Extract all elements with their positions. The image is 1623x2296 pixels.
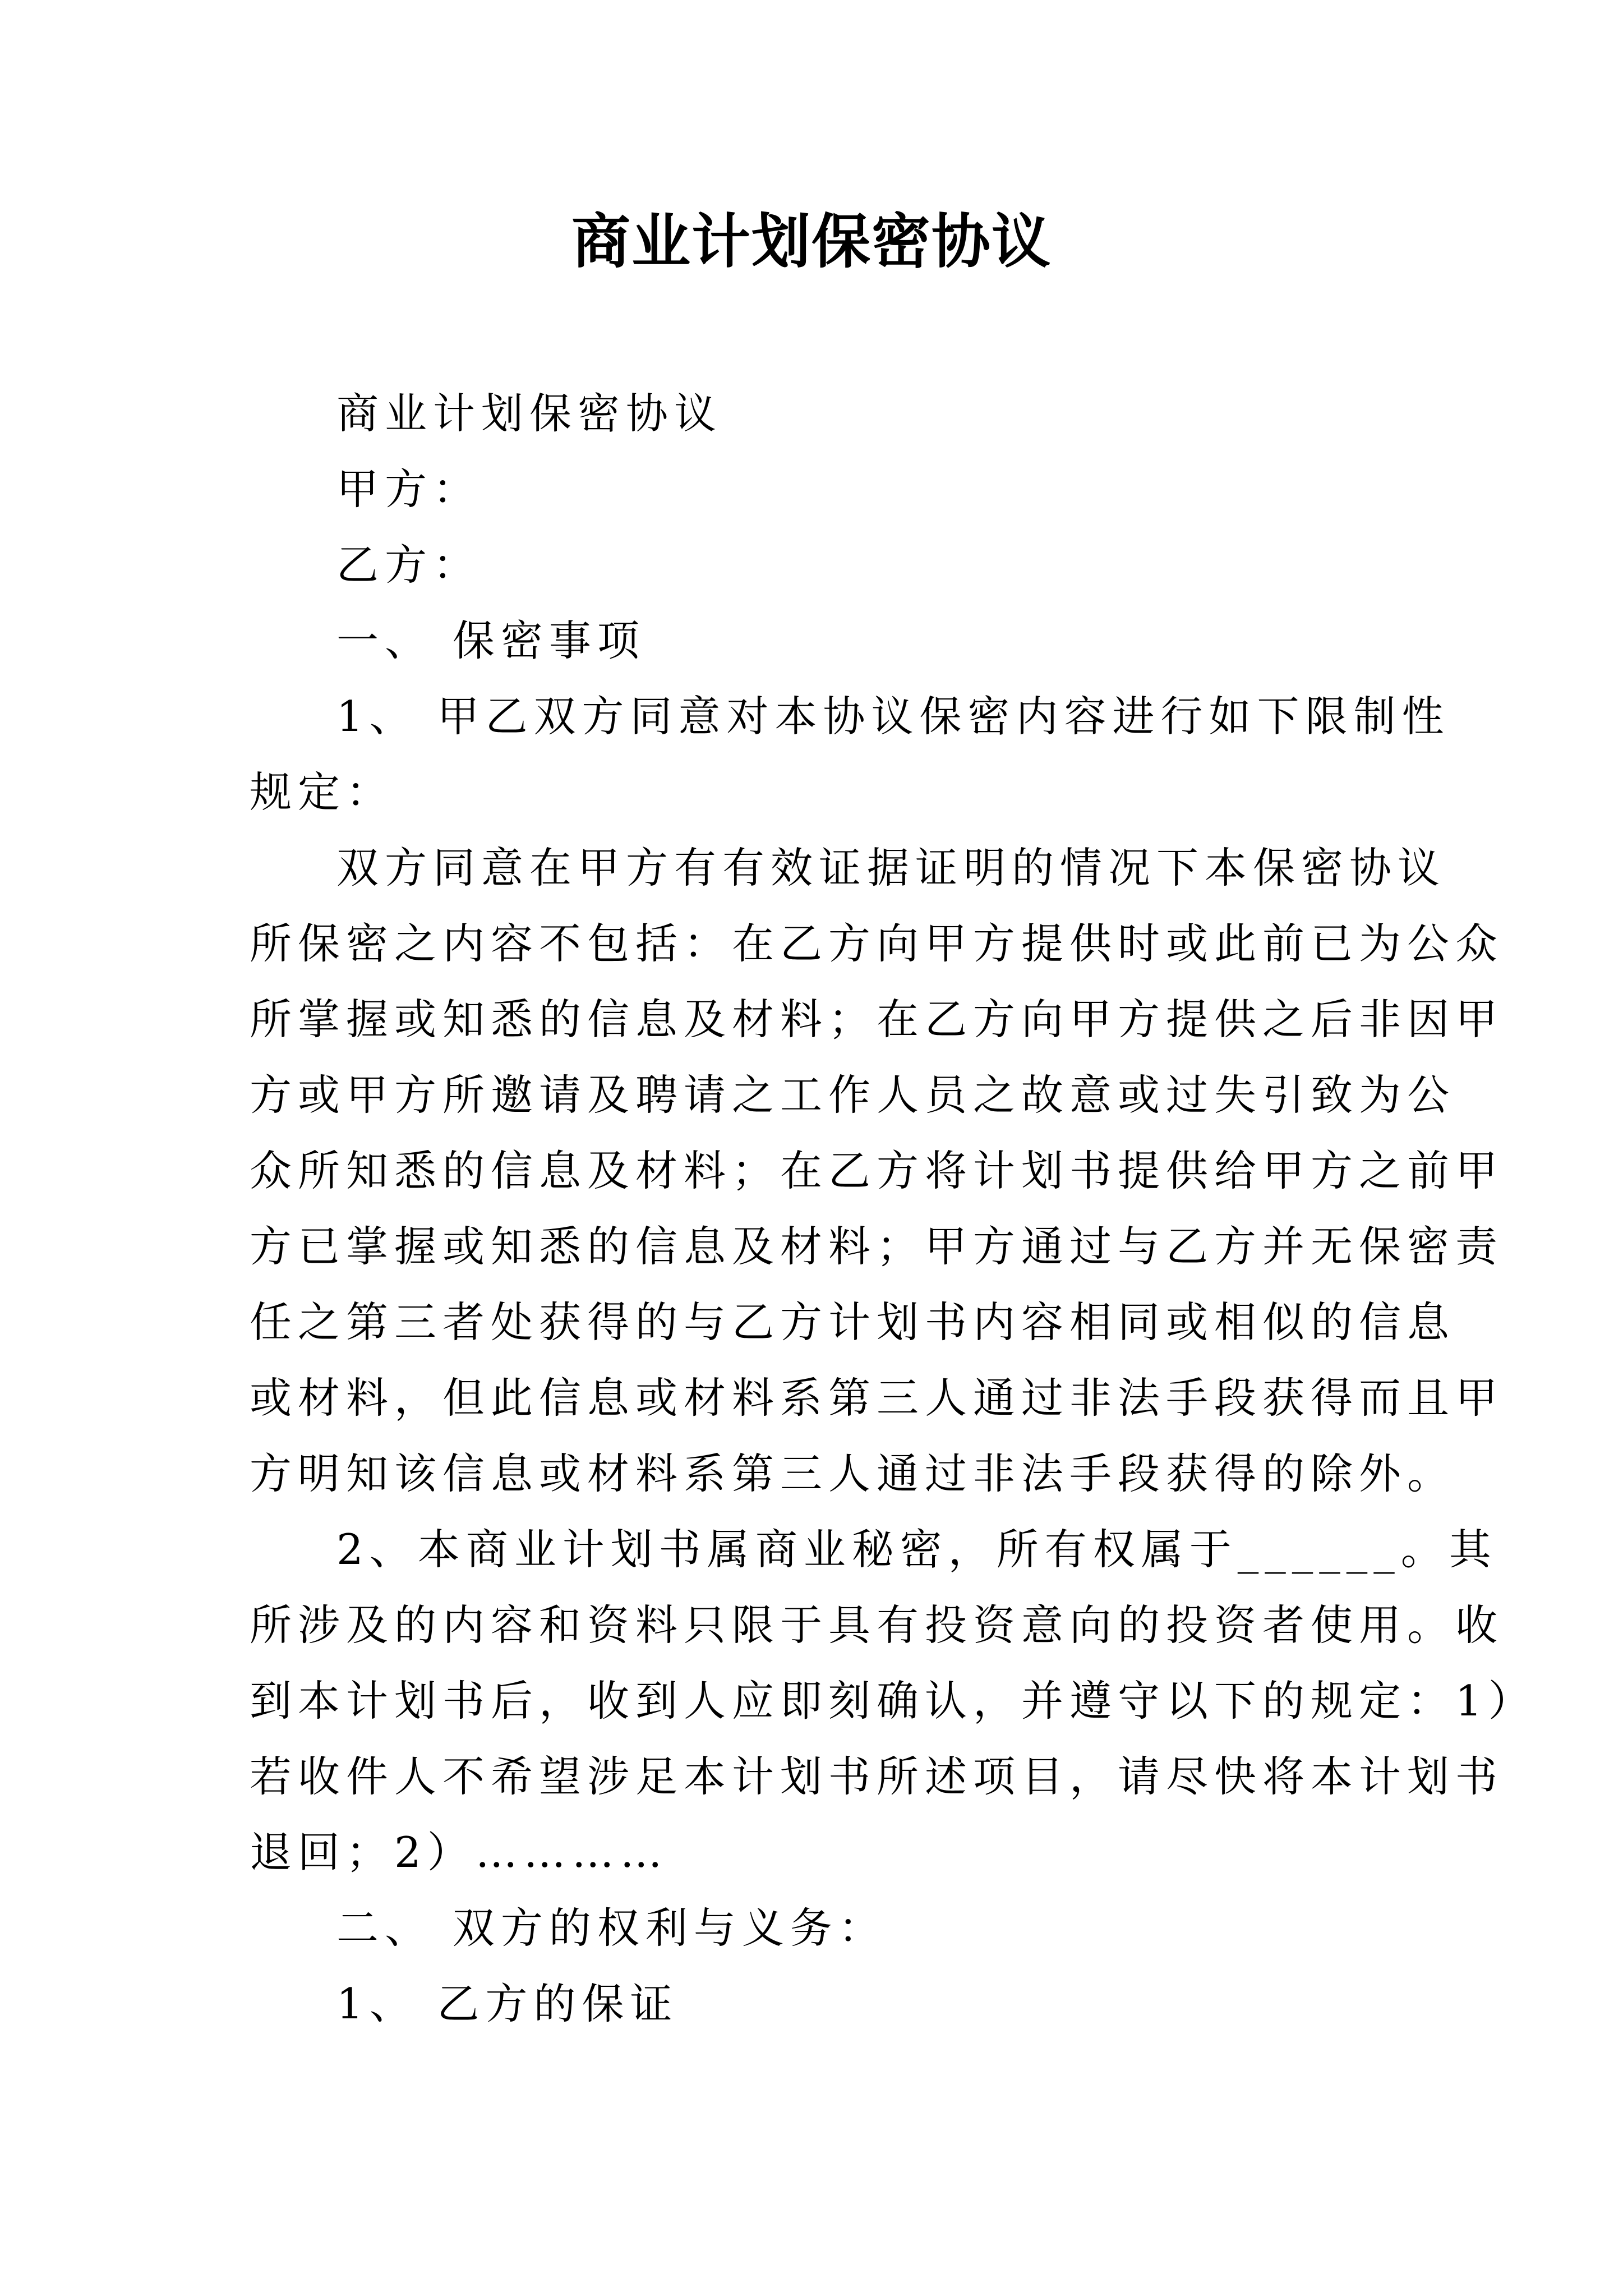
text-line: 2、本商业计划书属商业秘密，所有权属于______。其: [336, 1525, 1497, 1574]
text-line: 乙方：: [336, 540, 482, 590]
text-line: 所涉及的内容和资料只限于具有投资意向的投资者使用。收: [250, 1600, 1504, 1650]
text-line: 若收件人不希望涉足本计划书所述项目，请尽快将本计划书: [250, 1752, 1504, 1801]
text-line: 到本计划书后，收到人应即刻确认，并遵守以下的规定：1）: [250, 1676, 1537, 1726]
text-line: 方已掌握或知悉的信息及材料；甲方通过与乙方并无保密责: [250, 1222, 1504, 1271]
text-line: 1、 甲乙双方同意对本协议保密内容进行如下限制性: [336, 692, 1450, 741]
text-line: 所保密之内容不包括：在乙方向甲方提供时或此前已为公众: [250, 919, 1504, 968]
document-body: [250, 376, 1537, 2042]
text-line: 方或甲方所邀请及聘请之工作人员之故意或过失引致为公: [250, 1070, 1456, 1120]
text-line: 双方同意在甲方有有效证据证明的情况下本保密协议: [336, 843, 1446, 892]
text-line: 1、 乙方的保证: [336, 1979, 679, 2028]
text-line: 商业计划保密协议: [336, 389, 723, 438]
text-line: 方明知该信息或材料系第三人通过非法手段获得的除外。: [250, 1449, 1456, 1498]
text-line: 或材料，但此信息或材料系第三人通过非法手段获得而且甲: [250, 1373, 1504, 1423]
text-line: 所掌握或知悉的信息及材料；在乙方向甲方提供之后非因甲: [250, 995, 1504, 1044]
text-line: 退回；2）…………: [250, 1828, 668, 1877]
text-line: 众所知悉的信息及材料；在乙方将计划书提供给甲方之前甲: [250, 1146, 1504, 1195]
text-line: 二、 双方的权利与义务：: [336, 1903, 887, 1953]
text-line: 甲方：: [336, 464, 482, 514]
document-title: 商业计划保密协议: [571, 206, 1052, 276]
text-line: 一、 保密事项: [336, 616, 645, 665]
text-line: 任之第三者处获得的与乙方计划书内容相同或相似的信息: [250, 1297, 1456, 1347]
text-line: 规定：: [250, 767, 395, 817]
